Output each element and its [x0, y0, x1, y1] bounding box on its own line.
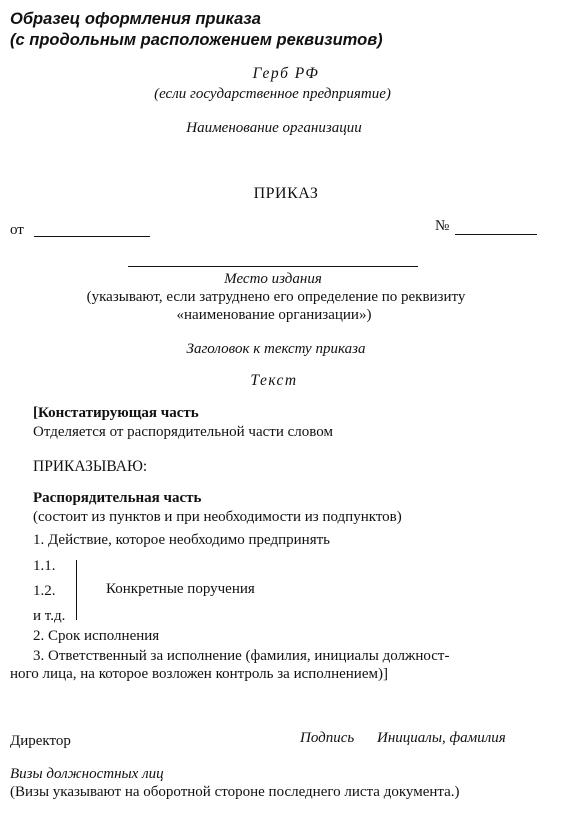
order-word: ПРИКАЗЫВАЮ: [33, 458, 148, 475]
directive-title: Распорядительная часть [33, 490, 202, 506]
date-label: от [10, 222, 24, 238]
text-placeholder: Текст [250, 372, 298, 389]
directive-item-2: 2. Срок исполнения [33, 628, 160, 644]
number-label: № [435, 218, 450, 234]
visas-note: (Визы указывают на оборотной стороне последнего листа документа.) [10, 784, 460, 800]
heading-placeholder: Заголовок к тексту приказа [186, 341, 366, 357]
directive-item-3-line2: ного лица, на которое возложен контроль за исполнением)] [10, 666, 388, 682]
directive-subitem-1-1: 1.1. [33, 558, 56, 574]
directive-subitem-etc: и т.д. [33, 608, 66, 624]
brace-label: Конкретные поручения [106, 581, 255, 597]
signature-sign: Подпись [300, 730, 355, 746]
date-line [34, 236, 150, 237]
statement-body: Отделяется от распорядительной части словом [33, 424, 333, 440]
sample-title-line1: Образец оформления приказа [10, 10, 261, 28]
place-note-line1: (указывают, если затруднено его определение по реквизиту [86, 289, 466, 305]
sample-title-line2: (с продольным расположением реквизитов) [10, 31, 383, 49]
visas-title: Визы должностных лиц [10, 766, 164, 782]
organization-name: Наименование организации [186, 120, 362, 136]
statement-title: [Констатирующая часть [33, 405, 199, 421]
emblem-note: (если государственное предприятие) [154, 86, 391, 102]
place-line [128, 266, 418, 267]
emblem-label: Герб РФ [252, 65, 320, 82]
directive-note: (состоит из пунктов и при необходимости из подпунктов) [33, 509, 402, 525]
document-type: ПРИКАЗ [253, 185, 319, 202]
number-line [455, 234, 537, 235]
signature-name: Инициалы, фамилия [377, 730, 506, 746]
subitems-brace [71, 560, 77, 620]
signature-position: Директор [10, 733, 71, 749]
place-label: Место издания [224, 271, 322, 287]
directive-subitem-1-2: 1.2. [33, 583, 56, 599]
directive-item-3-line1: 3. Ответственный за исполнение (фамилия, инициалы должност- [33, 648, 450, 664]
place-note-line2: «наименование организации») [176, 307, 372, 323]
directive-item-1: 1. Действие, которое необходимо предпринять [33, 532, 330, 548]
